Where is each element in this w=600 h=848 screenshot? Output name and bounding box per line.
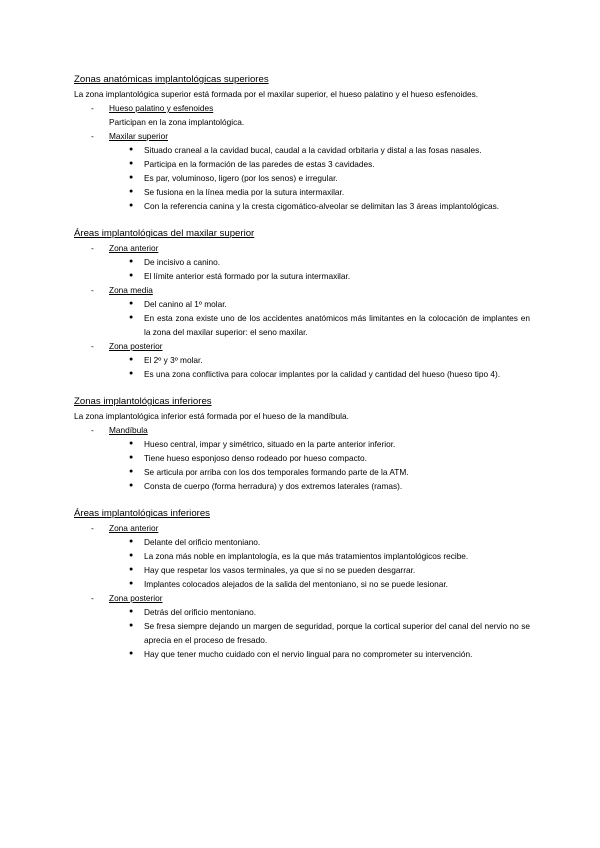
bullet-item: [129, 143, 530, 157]
bullet-text: Se fresa siempre dejando un margen de seguridad, porque la cortical superior del canal del nervio no se aprecia en el proceso de fresado.: [144, 621, 530, 645]
bullet-text: Del canino al 1º molar.: [144, 299, 227, 309]
subsection-title: Zona anterior: [109, 243, 159, 253]
subsection-title: Mandíbula: [109, 425, 148, 435]
subsection: [74, 241, 530, 255]
document-section: [74, 507, 530, 661]
subsection-title: Zona media: [109, 285, 153, 295]
bullet-item: [129, 605, 530, 619]
bullet-dot: ●: [129, 300, 134, 307]
document-section: [74, 73, 530, 213]
subsection-title: Zona posterior: [109, 341, 163, 351]
bullet-dot: ●: [129, 454, 134, 461]
bullet-dot: ●: [129, 356, 134, 363]
bullet-list: [74, 535, 530, 591]
bullet-item: [129, 269, 530, 283]
bullet-item: [129, 549, 530, 563]
dash-marker: -: [91, 523, 94, 533]
bullet-item: [129, 255, 530, 269]
bullet-dot: ●: [129, 580, 134, 587]
bullet-dot: ●: [129, 538, 134, 545]
dash-marker: -: [91, 341, 94, 351]
bullet-item: [129, 353, 530, 367]
bullet-dot: ●: [129, 188, 134, 195]
bullet-dot: ●: [129, 146, 134, 153]
bullet-item: [129, 185, 530, 199]
dash-marker: -: [91, 103, 94, 113]
bullet-dot: ●: [129, 552, 134, 559]
bullet-item: [129, 577, 530, 591]
bullet-text: Hay que respetar los vasos terminales, ya que si no se pueden desgarrar.: [144, 565, 416, 575]
section-heading: Áreas implantológicas inferiores: [74, 508, 210, 519]
subsection: [74, 101, 530, 129]
bullet-text: Se fusiona en la línea media por la sutura intermaxilar.: [144, 187, 345, 197]
bullet-list: [74, 297, 530, 339]
bullet-text: Tiene hueso esponjoso denso rodeado por hueso compacto.: [144, 453, 367, 463]
document-section: [74, 395, 530, 493]
bullet-dot: ●: [129, 650, 134, 657]
subsection: [74, 129, 530, 143]
subsection-title: Maxilar superior: [109, 131, 169, 141]
bullet-text: Se articula por arriba con los dos temporales formando parte de la ATM.: [144, 467, 409, 477]
document-section: [74, 227, 530, 381]
subsection-text: Participan en la zona implantológica.: [109, 117, 245, 127]
section-intro: La zona implantológica superior está formada por el maxilar superior, el hueso palatino y el hueso esfenoides.: [74, 89, 479, 99]
bullet-text: Es una zona conflictiva para colocar implantes por la calidad y cantidad del hueso (hueso tipo 4).: [144, 369, 501, 379]
bullet-list: [74, 255, 530, 283]
dash-marker: -: [91, 243, 94, 253]
bullet-dot: ●: [129, 566, 134, 573]
bullet-item: [129, 157, 530, 171]
bullet-text: La zona más noble en implantología, es la que más tratamientos implantológicos recibe.: [144, 551, 469, 561]
bullet-item: [129, 647, 530, 661]
bullet-text: Delante del orificio mentoniano.: [144, 537, 261, 547]
bullet-item: [129, 311, 530, 339]
bullet-dot: ●: [129, 370, 134, 377]
subsection: [74, 283, 530, 297]
bullet-text: El 2º y 3º molar.: [144, 355, 203, 365]
subsection: [74, 591, 530, 605]
bullet-list: [74, 437, 530, 493]
bullet-text: El límite anterior está formado por la sutura intermaxilar.: [144, 271, 351, 281]
bullet-list: [74, 143, 530, 213]
bullet-dot: ●: [129, 468, 134, 475]
bullet-dot: ●: [129, 314, 134, 321]
bullet-dot: ●: [129, 258, 134, 265]
bullet-list: [74, 353, 530, 381]
bullet-item: [129, 367, 530, 381]
bullet-item: [129, 437, 530, 451]
bullet-item: [129, 451, 530, 465]
bullet-item: [129, 171, 530, 185]
dash-marker: -: [91, 285, 94, 295]
bullet-text: Consta de cuerpo (forma herradura) y dos extremos laterales (ramas).: [144, 481, 403, 491]
bullet-text: Detrás del orificio mentoniano.: [144, 607, 257, 617]
bullet-dot: ●: [129, 160, 134, 167]
bullet-item: [129, 563, 530, 577]
bullet-dot: ●: [129, 482, 134, 489]
bullet-text: En esta zona existe uno de los accidentes anatómicos más limitantes en la colocación de implantes en la zona del maxilar superior: el seno maxilar.: [144, 313, 530, 337]
bullet-text: Participa en la formación de las paredes de estas 3 cavidades.: [144, 159, 375, 169]
bullet-item: [129, 535, 530, 549]
section-intro: La zona implantológica inferior está formada por el hueso de la mandíbula.: [74, 411, 349, 421]
section-heading: Áreas implantológicas del maxilar superior: [74, 228, 255, 239]
section-heading: Zonas anatómicas implantológicas superiores: [74, 74, 269, 85]
subsection-title: Zona posterior: [109, 593, 163, 603]
dash-marker: -: [91, 425, 94, 435]
bullet-item: [129, 297, 530, 311]
bullet-text: Hueso central, impar y simétrico, situado en la parte anterior inferior.: [144, 439, 396, 449]
subsection-title: Hueso palatino y esfenoides: [109, 103, 214, 113]
section-heading: Zonas implantológicas inferiores: [74, 396, 212, 407]
bullet-dot: ●: [129, 622, 134, 629]
bullet-text: Con la referencia canina y la cresta cigomático-alveolar se delimitan las 3 áreas implantológicas.: [144, 201, 500, 211]
bullet-text: Implantes colocados alejados de la salida del mentoniano, si no se puede lesionar.: [144, 579, 448, 589]
bullet-dot: ●: [129, 272, 134, 279]
bullet-dot: ●: [129, 608, 134, 615]
bullet-dot: ●: [129, 440, 134, 447]
bullet-item: [129, 479, 530, 493]
dash-marker: -: [91, 593, 94, 603]
bullet-dot: ●: [129, 174, 134, 181]
bullet-item: [129, 465, 530, 479]
subsection: [74, 521, 530, 535]
dash-marker: -: [91, 131, 94, 141]
bullet-text: De incisivo a canino.: [144, 257, 221, 267]
subsection-title: Zona anterior: [109, 523, 159, 533]
bullet-text: Situado craneal a la cavidad bucal, caudal a la cavidad orbitaria y distal a las fosas nasales.: [144, 145, 482, 155]
bullet-item: [129, 199, 530, 213]
bullet-dot: ●: [129, 202, 134, 209]
subsection: [74, 423, 530, 437]
bullet-text: Hay que tener mucho cuidado con el nervio lingual para no comprometer su intervención.: [144, 649, 473, 659]
bullet-list: [74, 605, 530, 661]
subsection: [74, 339, 530, 353]
bullet-text: Es par, voluminoso, ligero (por los senos) e irregular.: [144, 173, 338, 183]
bullet-item: [129, 619, 530, 647]
